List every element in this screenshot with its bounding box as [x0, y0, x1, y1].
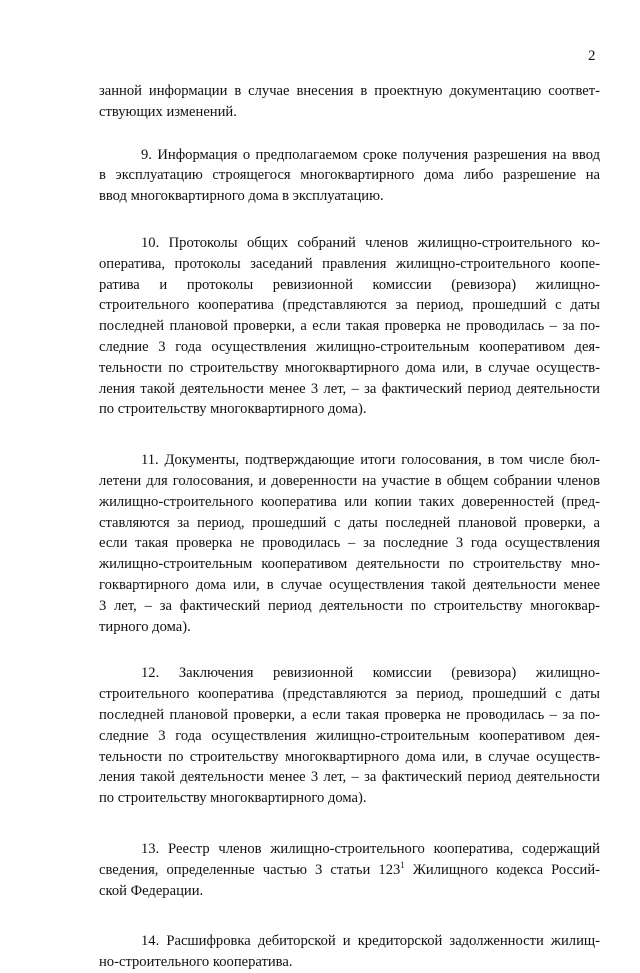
paragraph-line: но-строительного кооператива. — [99, 954, 293, 971]
paragraph-line: ления такой деятельности менее 3 лет, – за фактический период деятельности — [99, 769, 600, 786]
paragraph-line: жилищно-строительного кооператива или копии таких доверенностей (пред- — [99, 493, 600, 510]
paragraph-line: если такая проверка не проводилась – за последние 3 года осуществления — [99, 535, 600, 552]
paragraph-line: 10. Протоколы общих собраний членов жилищно-строительного ко- — [141, 234, 600, 251]
paragraph-line: жилищно-строительным кооперативом деятельности по строительству мно- — [99, 556, 600, 573]
paragraph-line: тельности по строительству многоквартирного дома или, в случае осуществ- — [99, 748, 600, 765]
paragraph-item-10 — [99, 233, 600, 420]
paragraph-line-text: Жилищного кодекса Россий- — [404, 861, 600, 878]
paragraph-line: 11. Документы, подтверждающие итоги голосования, в том числе бюл- — [141, 452, 600, 469]
paragraph-item-13 — [99, 839, 600, 901]
paragraph-continuation — [99, 81, 600, 123]
paragraph-line: следние 3 года осуществления жилищно-строительным кооперативом дея- — [99, 727, 600, 744]
paragraph-line: 12. Заключения ревизионной комиссии (ревизора) жилищно- — [141, 665, 600, 682]
paragraph-line: строительного кооператива (представляются за период, прошедший с даты — [99, 297, 600, 314]
paragraph-line: по строительству многоквартирного дома). — [99, 790, 367, 807]
paragraph-line: последней плановой проверки, а если такая проверка не проводилась – за по- — [99, 318, 600, 335]
paragraph-line: по строительству многоквартирного дома). — [99, 401, 367, 418]
paragraph-line: последней плановой проверки, а если такая проверка не проводилась – за по- — [99, 706, 600, 723]
paragraph-line: в эксплуатацию строящегося многоквартирного дома либо разрешение на — [99, 167, 600, 184]
paragraph-item-12 — [99, 663, 600, 809]
paragraph-line: занной информации в случае внесения в проектную документацию соответ- — [99, 83, 600, 99]
paragraph-line-text: сведения, определенные частью 3 статьи 123 — [99, 861, 401, 878]
paragraph-line: тирного дома). — [99, 618, 191, 635]
paragraph-line: 9. Информация о предполагаемом сроке получения разрешения на ввод — [141, 146, 600, 163]
paragraph-line: оператива, протоколы заседаний правления жилищно-строительного коопе- — [99, 255, 600, 272]
paragraph-line: 3 лет, – за фактический период деятельности по строительству многоквар- — [99, 597, 600, 614]
paragraph-line: тельности по строительству многоквартирного дома или, в случае осуществ- — [99, 359, 600, 376]
document-body — [99, 81, 600, 973]
paragraph-line: 13. Реестр членов жилищно-строительного кооператива, содержащий — [141, 840, 600, 857]
paragraph-item-14 — [99, 931, 600, 973]
paragraph-line: ставляются за период, прошедший с даты последней плановой проверки, а — [99, 514, 600, 531]
paragraph-item-11 — [99, 450, 600, 637]
paragraph-line: летени для голосования, и доверенности на участие в общем собрании членов — [99, 472, 600, 489]
paragraph-line: строительного кооператива (представляются за период, прошедший с даты — [99, 686, 600, 703]
paragraph-line: ления такой деятельности менее 3 лет, – за фактический период деятельности — [99, 380, 600, 397]
page-number: 2 — [588, 48, 596, 64]
paragraph-item-9 — [99, 145, 600, 207]
paragraph-line: ввод многоквартирного дома в эксплуатацию. — [99, 188, 384, 205]
paragraph-line: ствующих изменений. — [99, 103, 237, 120]
paragraph-line: следние 3 года осуществления жилищно-строительным кооперативом дея- — [99, 338, 600, 355]
article-superscript: 1 — [400, 859, 405, 870]
paragraph-line: ской Федерации. — [99, 882, 204, 899]
paragraph-line: гоквартирного дома или, в случае осуществления такой деятельности менее — [99, 576, 600, 593]
paragraph-line — [99, 860, 600, 881]
paragraph-line: ратива и протоколы ревизионной комиссии (ревизора) жилищно- — [99, 276, 600, 293]
paragraph-line: 14. Расшифровка дебиторской и кредиторской задолженности жилищ- — [141, 933, 600, 950]
